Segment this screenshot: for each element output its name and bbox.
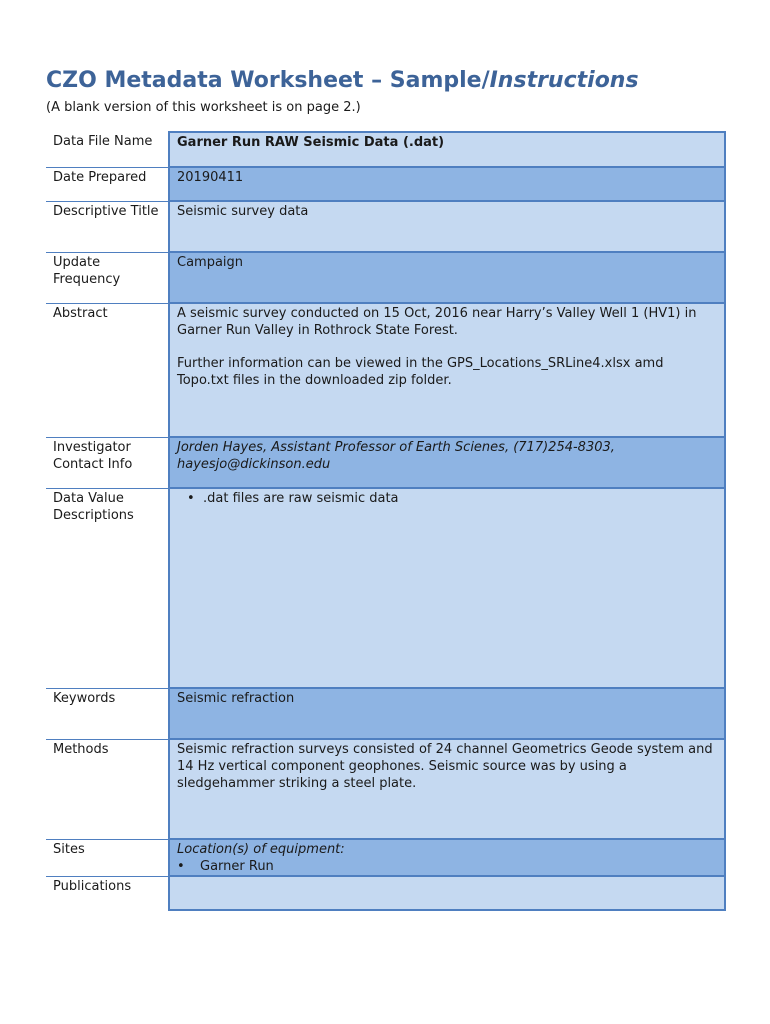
label-data-file-name: Data File Name [46, 132, 169, 167]
row-publications [46, 876, 725, 910]
row-keywords [46, 688, 725, 739]
sites-heading: Location(s) of equipment: [177, 842, 345, 857]
row-descriptive-title [46, 201, 725, 252]
label-data-value-descriptions: Data Value Descriptions [46, 488, 169, 688]
value-sites [169, 839, 725, 876]
value-date-prepared: 20190411 [169, 167, 725, 201]
bullet-icon: • [177, 859, 185, 874]
label-update-frequency: Update Frequency [46, 252, 169, 303]
label-methods: Methods [46, 739, 169, 839]
value-abstract [169, 303, 725, 437]
title-main: CZO Metadata Worksheet – Sample/ [46, 68, 490, 93]
row-update-frequency [46, 252, 725, 303]
row-data-value-descriptions [46, 488, 725, 688]
data-value-list [177, 490, 717, 507]
value-descriptive-title: Seismic survey data [169, 201, 725, 252]
row-date-prepared [46, 167, 725, 201]
label-sites: Sites [46, 839, 169, 876]
value-update-frequency: Campaign [169, 252, 725, 303]
value-data-file-name: Garner Run RAW Seismic Data (.dat) [169, 132, 725, 167]
worksheet-title [46, 66, 639, 96]
value-methods: Seismic refraction surveys consisted of 24 channel Geometrics Geode system and 14 Hz vertical component geophones. Seismic source was by using a sledgehammer striking a steel plate. [169, 739, 725, 839]
sites-list [177, 858, 717, 875]
label-publications: Publications [46, 876, 169, 910]
title-italic: Instructions [489, 68, 639, 93]
row-data-file-name [46, 132, 725, 167]
row-abstract [46, 303, 725, 437]
metadata-table [46, 131, 726, 911]
value-publications [169, 876, 725, 910]
row-investigator [46, 437, 725, 488]
label-keywords: Keywords [46, 688, 169, 739]
label-date-prepared: Date Prepared [46, 167, 169, 201]
list-item-text: .dat files are raw seismic data [203, 491, 399, 506]
label-investigator: Investigator Contact Info [46, 437, 169, 488]
value-keywords: Seismic refraction [169, 688, 725, 739]
abstract-paragraph-2: Further information can be viewed in the GPS_Locations_SRLine4.xlsx amd Topo.txt files in the downloaded zip folder. [177, 356, 664, 388]
bullet-icon: • [187, 491, 195, 506]
value-data-value-descriptions [169, 488, 725, 688]
list-item-text: Garner Run [200, 859, 274, 874]
row-methods [46, 739, 725, 839]
label-descriptive-title: Descriptive Title [46, 201, 169, 252]
row-sites [46, 839, 725, 876]
list-item [177, 490, 717, 507]
list-item [177, 858, 717, 875]
abstract-paragraph-1: A seismic survey conducted on 15 Oct, 2016 near Harry’s Valley Well 1 (HV1) in Garner Run Valley in Rothrock State Forest. [177, 306, 697, 338]
value-investigator: Jorden Hayes, Assistant Professor of Earth Scienes, (717)254-8303, hayesjo@dickinson.edu [169, 437, 725, 488]
worksheet-subtitle: (A blank version of this worksheet is on page 2.) [46, 100, 361, 115]
label-abstract: Abstract [46, 303, 169, 437]
